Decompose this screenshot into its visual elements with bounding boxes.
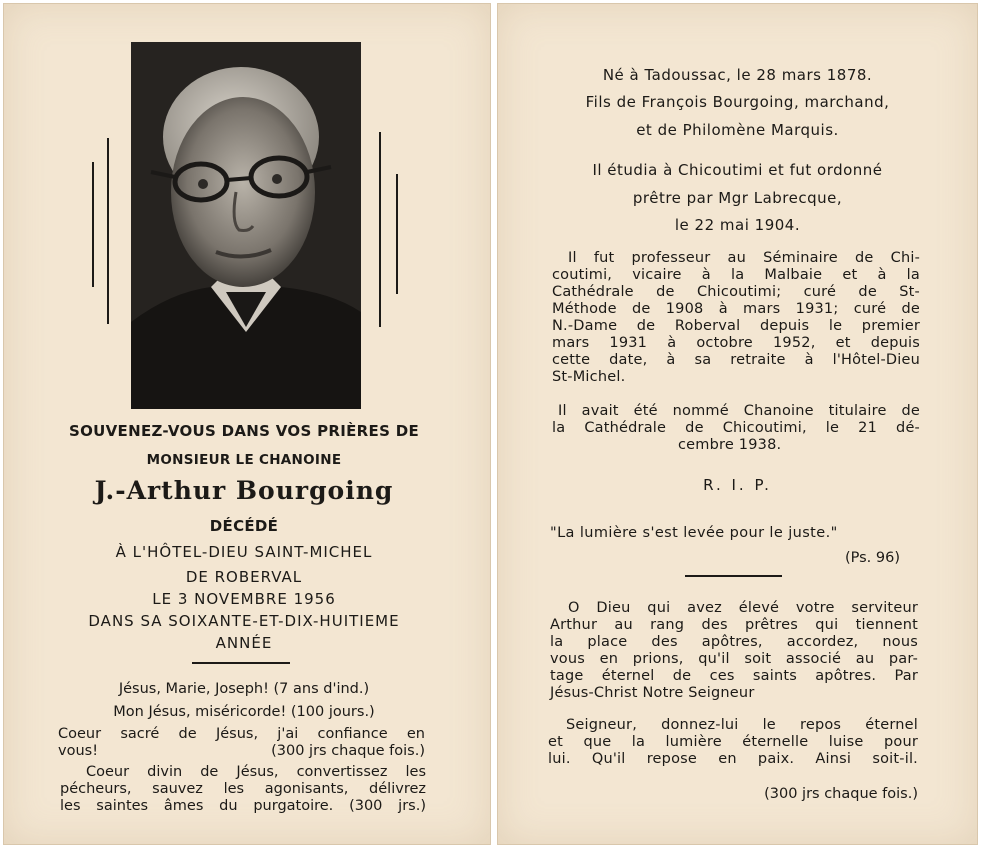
scripture-quote: "La lumière s'est levée pour le juste."	[550, 525, 838, 541]
career-line: St-Michel.	[552, 369, 626, 385]
prayer-ejaculation: Jésus, Marie, Joseph! (7 ans d'ind.)	[118, 681, 370, 697]
lead-in-text: SOUVENEZ-VOUS DANS VOS PRIÈRES DE	[69, 422, 419, 440]
canon-paragraph	[552, 403, 920, 454]
prayer-ejaculation: Mon Jésus, miséricorde! (100 jours.)	[113, 704, 375, 720]
requiem-line: et que la lumière éternelle luise pour	[548, 734, 918, 750]
deceased-name: J.-Arthur Bourgoing	[94, 476, 394, 505]
prayer-line: vous!	[58, 743, 99, 759]
study-line: Il étudia à Chicoutimi et fut ordonné	[592, 161, 883, 179]
canon-line: la Cathédrale de Chicoutimi, le 21 dé-	[552, 420, 920, 436]
title-text: MONSIEUR LE CHANOINE	[146, 452, 342, 468]
prayer-sacred-heart	[58, 726, 425, 743]
career-line: N.-Dame de Roberval depuis le premier	[552, 318, 920, 334]
study-line: le 22 mai 1904.	[674, 216, 801, 234]
canon-line: cembre 1938.	[678, 437, 782, 453]
career-line: mars 1931 à octobre 1952, et depuis	[552, 335, 920, 351]
divider	[685, 575, 782, 577]
requiem-prayer	[548, 717, 918, 768]
decorative-rule	[92, 162, 94, 287]
place-line1: À L'HÔTEL-DIEU SAINT-MICHEL	[115, 543, 373, 561]
career-line: cette date, à sa retraite à l'Hôtel-Dieu	[552, 352, 920, 368]
indulgence-note: (300 jrs chaque fois.)	[271, 743, 425, 759]
collect-line: tage éternel de ces saints apôtres. Par	[550, 668, 918, 684]
prayer-sacred-heart-end	[58, 743, 425, 759]
birth-line: et de Philomène Marquis.	[636, 121, 839, 139]
canon-line: Il avait été nommé Chanoine titulaire de	[558, 403, 920, 419]
age-line2: ANNÉE	[215, 634, 273, 652]
decorative-rule	[396, 174, 398, 294]
career-line: Méthode de 1908 à mars 1931; curé de	[552, 301, 920, 317]
collect-line: O Dieu qui avez élevé votre serviteur	[568, 600, 918, 616]
career-line: Il fut professeur au Séminaire de Chi-	[568, 250, 920, 266]
collect-line: Arthur au rang des prêtres qui tiennent	[550, 617, 918, 633]
death-date: LE 3 NOVEMBRE 1956	[152, 590, 336, 608]
prayer-line: les saintes âmes du purgatoire. (300 jrs.)	[60, 798, 426, 814]
decorative-rule	[107, 138, 109, 324]
study-line: prêtre par Mgr Labrecque,	[632, 189, 843, 207]
prayer-line: pécheurs, sauvez les agonisants, délivrez	[60, 781, 426, 797]
indulgence-note: (300 jrs chaque fois.)	[764, 786, 918, 802]
career-paragraph	[552, 250, 920, 386]
collect-prayer	[550, 600, 918, 702]
decorative-rule	[379, 132, 381, 327]
divider	[192, 662, 290, 664]
requiem-line: lui. Qu'il repose en paix. Ainsi soit-il.	[548, 751, 918, 767]
age-line1: DANS SA SOIXANTE-ET-DIX-HUITIEME	[88, 612, 400, 630]
prayer-divine-heart	[60, 764, 426, 815]
collect-line: Jésus-Christ Notre Seigneur	[550, 685, 755, 701]
rip-text: R. I. P.	[703, 476, 772, 494]
career-line: Cathédrale de Chicoutimi; curé de St-	[552, 284, 920, 300]
collect-line: vous en prions, qu'il soit associé au par-	[550, 651, 918, 667]
scripture-reference: (Ps. 96)	[844, 550, 900, 566]
place-line2: DE ROBERVAL	[185, 568, 303, 586]
portrait-photo	[131, 42, 361, 409]
birth-line: Né à Tadoussac, le 28 mars 1878.	[602, 66, 873, 84]
collect-line: la place des apôtres, accordez, nous	[550, 634, 918, 650]
requiem-line: Seigneur, donnez-lui le repos éternel	[566, 717, 918, 733]
birth-line: Fils de François Bourgoing, marchand,	[585, 93, 890, 111]
prayer-line: Coeur sacré de Jésus, j'ai confiance en	[58, 726, 425, 742]
deceased-label: DÉCÉDÉ	[209, 517, 279, 535]
prayer-line: Coeur divin de Jésus, convertissez les	[86, 764, 426, 780]
career-line: coutimi, vicaire à la Malbaie et à la	[552, 267, 920, 283]
